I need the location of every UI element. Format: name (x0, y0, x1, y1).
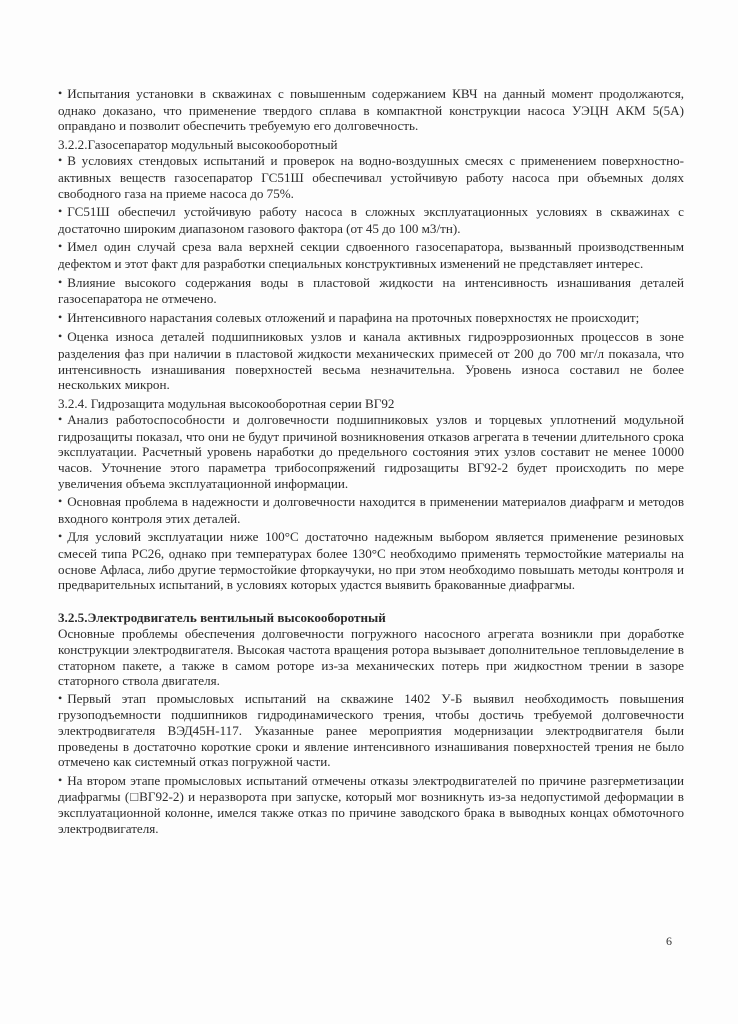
bullet-text: Испытания установки в скважинах с повышенным содержанием КВЧ на данный момент продолжаются, однако доказано, что применение твердого сплава в компактной конструкции насоса УЭЦН АКМ 5(5А) оправдано и позволит обеспечить требуемую его долговечность. (58, 86, 684, 134)
bullet-icon: • (58, 153, 63, 168)
bullet-text: Анализ работоспособности и долговечности подшипниковых узлов и торцевых уплотнений модульной гидрозащиты показал, что они не будут причиной возникновения отказов агрегата в течении длительного срока эксплуатации. Расчетный уровень наработки до предельного состояния этих узлов составит не менее 10000 часов. Уточнение этого параметра трибосопряжений гидрозащиты ВГ92-2 будет происходить по мере увеличения объема эксплуатационной информации. (58, 412, 684, 491)
bullet-paragraph (58, 275, 684, 307)
bullet-paragraph (58, 153, 684, 201)
bullet-icon: • (58, 772, 63, 787)
section-heading: 3.2.2.Газосепаратор модульный высокооборотный (58, 136, 338, 152)
bullet-text: Для условий эксплуатации ниже 100°С достаточно надежным выбором является применение резиновых смесей типа РС26, однако при температурах более 130°С необходимо применять термостойкие материалы на основе Афласа, либо другие термостойкие фторкаучуки, но при этом необходимо повышать методы контроля и предварительных испытаний, в условиях которых удастся выявить бракованные диафрагмы. (58, 529, 684, 593)
bullet-paragraph (58, 773, 684, 836)
body-paragraph: Основные проблемы обеспечения долговечности погружного насосного агрегата возникли при доработке конструкции электродвигателя. Высокая частота вращения ротора вызывает дополнительное тепловыделение в статорном пакете, а также в самом роторе из-за механических потерь при жидкостном трении в зазоре статорного ствола двигателя. (58, 626, 684, 689)
bullet-icon: • (58, 274, 63, 289)
bullet-paragraph (58, 494, 684, 526)
bullet-icon: • (58, 239, 63, 254)
bullet-paragraph (58, 310, 684, 327)
bullet-text: Первый этап промысловых испытаний на скважине 1402 У-Б выявил необходимость повышения грузоподъемности подшипников гидродинамического трения, чтобы достичь требуемой долговечности электродвигателя ВЭД45Н-117. Указанные ранее мероприятия модернизации электродвигателя были проведены в достаточно короткие сроки и явление интенсивного изнашивания поверхностей трения не было отмечено как системный отказ погружной части. (58, 690, 684, 770)
page-body (58, 86, 684, 839)
bullet-paragraph (58, 239, 684, 271)
bullet-icon: • (58, 529, 63, 544)
bullet-paragraph (58, 529, 684, 592)
bullet-icon: • (58, 86, 63, 100)
bullet-paragraph (58, 691, 684, 770)
bullet-paragraph (58, 412, 684, 491)
bullet-paragraph (58, 86, 684, 134)
bullet-text: ГС51Ш обеспечил устойчивую работу насоса в сложных эксплуатационных условиях в скважинах с достаточно широким диапазоном газового фактора (от 45 до 100 м3/тн). (58, 204, 684, 236)
bullet-text: Имел один случай среза вала верхней секции сдвоенного газосепаратора, вызванный производственным дефектом и этот факт для разработки специальных конструктивных изменений не представляет интерес. (58, 239, 684, 271)
bullet-text: Влияние высокого содержания воды в пластовой жидкости на интенсивность изнашивания деталей газосепаратора не отмечено. (58, 274, 684, 307)
bullet-text: Интенсивного нарастания солевых отложений и парафина на проточных поверхностях не происходит; (67, 309, 640, 325)
bullet-text: Оценка износа деталей подшипниковых узлов и канала активных гидроэррозионных процессов в зоне разделения фаз при наличии в пластовой жидкости механических примесей от 200 до 700 мг/л показала, что интенсивность изнашивания поверхностей весьма незначительна. Уровень износа составил не более нескольких микрон. (58, 329, 684, 393)
bullet-paragraph (58, 329, 684, 392)
section-heading: 3.2.5.Электродвигатель вентильный высокооборотный (58, 609, 386, 625)
bullet-text: Основная проблема в надежности и долговечности находится в применении материалов диафрагм и методов входного контроля этих деталей. (58, 494, 684, 526)
section-gap (58, 596, 684, 610)
bullet-text: На втором этапе промысловых испытаний отмечены отказы электродвигателей по причине разгерметизации диафрагмы (□ВГ92-2) и неразворота при запуске, который мог возникнуть из-за недопустимой деформации в эксплуатационной колонне, имелся также отказ по причине заводского брака в выводных концах обмоточного электродвигателя. (58, 772, 684, 836)
bullet-icon: • (58, 690, 63, 705)
bullet-icon: • (58, 204, 63, 219)
bullet-icon: • (58, 309, 63, 324)
page-number: 6 (666, 934, 672, 948)
bullet-text: В условиях стендовых испытаний и проверок на водно-воздушных смесях с применением поверхностно-активных веществ газосепаратор ГС51Ш обеспечивал устойчивую работу насоса при объемных долях свободного газа на приеме насоса до 75%. (58, 153, 684, 201)
bullet-icon: • (58, 494, 63, 509)
bullet-icon: • (58, 329, 63, 344)
section-heading: 3.2.4. Гидрозащита модульная высокооборотная серии ВГ92 (58, 395, 395, 411)
bullet-icon: • (58, 412, 63, 427)
bullet-paragraph (58, 204, 684, 236)
